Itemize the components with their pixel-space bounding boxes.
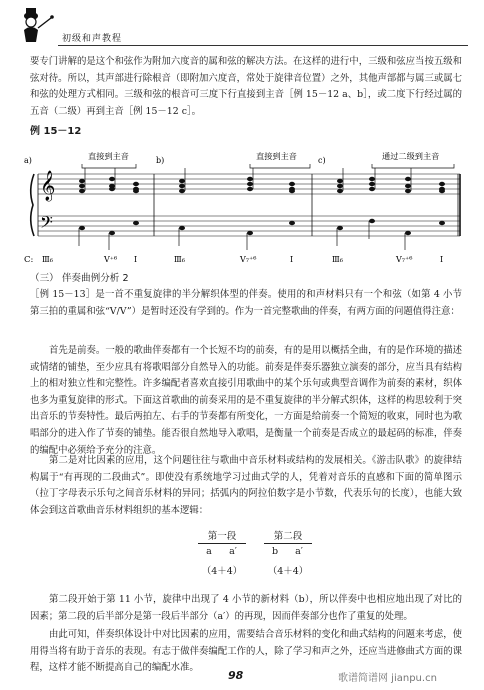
annotation-via-second: 通过二级到主音 <box>382 151 440 161</box>
key-label: C: <box>24 255 34 265</box>
form-diagram <box>196 528 316 582</box>
numeral-a3: Ⅰ <box>134 255 138 264</box>
watermark: 歌谱简谱网 jianpu.cn <box>338 673 437 684</box>
treble-clef-icon: 𝄞 <box>40 171 56 201</box>
section-paragraph-2: 首先是前奏。一般的歌曲伴奏都有一个长短不均的前奏，有的是用以概括全曲，有的是作环境的描述或情绪的铺垫，至少应具有将歌唱部分自然导入的功能。前奏是伴奏乐器独立演奏的部分，应当具有结构上的相对独立性和完整性。许多编配者喜欢直接引用歌曲中的某个乐句或典型音调作为前奏的素材，织体也多为重复旋律的形式。下面这首歌曲的前奏采用的是不重复旋律的半分解式织体，这样的构思较利于突出音乐的节奏特性。最后两拍左、右手的节奏都有所变化，一方面是给前奏一个简短的收束，同时也为歌唱部分的进入作了节奏的铺垫。能否很自然地导入歌唱，是衡量一个前奏是否成立的最起码的标准，伴奏的编配中必须给予充分的注意。 <box>30 345 462 456</box>
header-title: 初级和声教程 <box>62 34 123 44</box>
section2-underline <box>264 543 312 544</box>
numeral-a2: V⁺⁶ <box>104 255 118 264</box>
annotation-bracket-2 <box>250 164 310 168</box>
bass-clef-icon: 𝄢 <box>40 212 53 236</box>
annotation-bracket-3 <box>372 164 454 168</box>
section2-label: 第二段 <box>273 531 303 542</box>
section1-underline <box>198 543 246 544</box>
numeral-b3: Ⅰ <box>290 255 294 264</box>
header-rule <box>58 45 468 46</box>
section-paragraph-5: 由此可知，伴奏织体设计中对比因素的应用，需要结合音乐材料的变化和曲式结构的问题来考虑，使用得当将有助于音乐的表现。有志于做伴奏编配工作的人，除了学习和声之外，还应当进修曲式方面的课程，这样才能不断提高自己的编配水准。 <box>30 629 462 674</box>
section1-bars: （4＋4） <box>201 566 243 577</box>
numeral-c1: Ⅲ₆ <box>332 255 343 264</box>
conductor-logo-icon <box>18 4 58 44</box>
system-brace <box>31 174 34 236</box>
section-paragraph-1: ［例 15－13］是一首不重复旋律的半分解织体型的伴奏。使用的和声材料只有一个和弦（如第 4 小节第三拍的重属和弦“V/V”）是暂时还没有学到的。作为一首完整歌曲的伴奏，有两方面的问题值得注意： <box>30 289 462 317</box>
numeral-c3: Ⅰ <box>440 255 444 264</box>
section1-label: 第一段 <box>207 531 237 542</box>
example-label: 例 15－12 <box>30 126 82 137</box>
music-score <box>22 138 462 268</box>
annotation-bracket-1 <box>82 164 136 168</box>
page-header <box>0 0 484 48</box>
section1-phrase-1: a <box>206 546 212 557</box>
numeral-a1: Ⅲ₆ <box>42 255 53 264</box>
intro-paragraph: 要专门讲解的是这个和弦作为附加六度音的属和弦的解决方法。在这样的进行中，三级和弦应当按五级和弦对待。所以，其声部进行除根音（即附加六度音，常处于旋律音位置）之外，其他声部都与属三或属七和弦的处理方式相同。三级和弦的根音可三度下行直接到主音［例 15－12 a、b］，或二度下行经过属的五音（二级）再到主音［例 15－12 c］。 <box>30 56 462 117</box>
section2-bars: （4＋4） <box>267 566 309 577</box>
annotation-direct-1: 直接到主音 <box>88 151 129 161</box>
part-label-a: a) <box>24 156 32 165</box>
part-label-c: c) <box>318 156 326 165</box>
numeral-b2: V₇⁺⁶ <box>240 255 257 264</box>
numeral-b1: Ⅲ₆ <box>174 255 185 264</box>
section1-phrase-2: a′ <box>229 546 237 557</box>
page-number: 98 <box>228 669 244 682</box>
section-heading: （三） 伴奏曲例分析 2 <box>30 273 129 284</box>
section-paragraph-3: 第二是对比因素的应用，这个问题往往与歌曲中音乐材料或结构的发展相关。《游击队歌》的旋律结构属于“有再现的二段曲式”。即使没有系统地学习过曲式学的人，凭着对音乐的直感和下面的简单图示（拉丁字母表示乐句之间音乐材料的异同；括弧内的阿拉伯数字是小节数，代表乐句的长度），也能大致体会到这首歌曲音乐材料组织的基本逻辑： <box>30 455 462 516</box>
section2-phrase-2: a′ <box>295 546 303 557</box>
section-paragraph-4: 第二段开始于第 11 小节，旋律中出现了 4 小节的新材料（b），所以伴奏中也相应地出现了对比的因素；第二段的后半部分是第一段后半部分（a′）的再现，因而伴奏部分也作了重复的处理。 <box>30 594 462 622</box>
section2-phrase-1: b <box>271 546 279 557</box>
numeral-c2: V₇⁺⁶ <box>396 255 413 264</box>
bass-stems <box>79 221 405 250</box>
annotation-direct-2: 直接到主音 <box>256 151 297 161</box>
part-label-b: b) <box>156 156 165 165</box>
